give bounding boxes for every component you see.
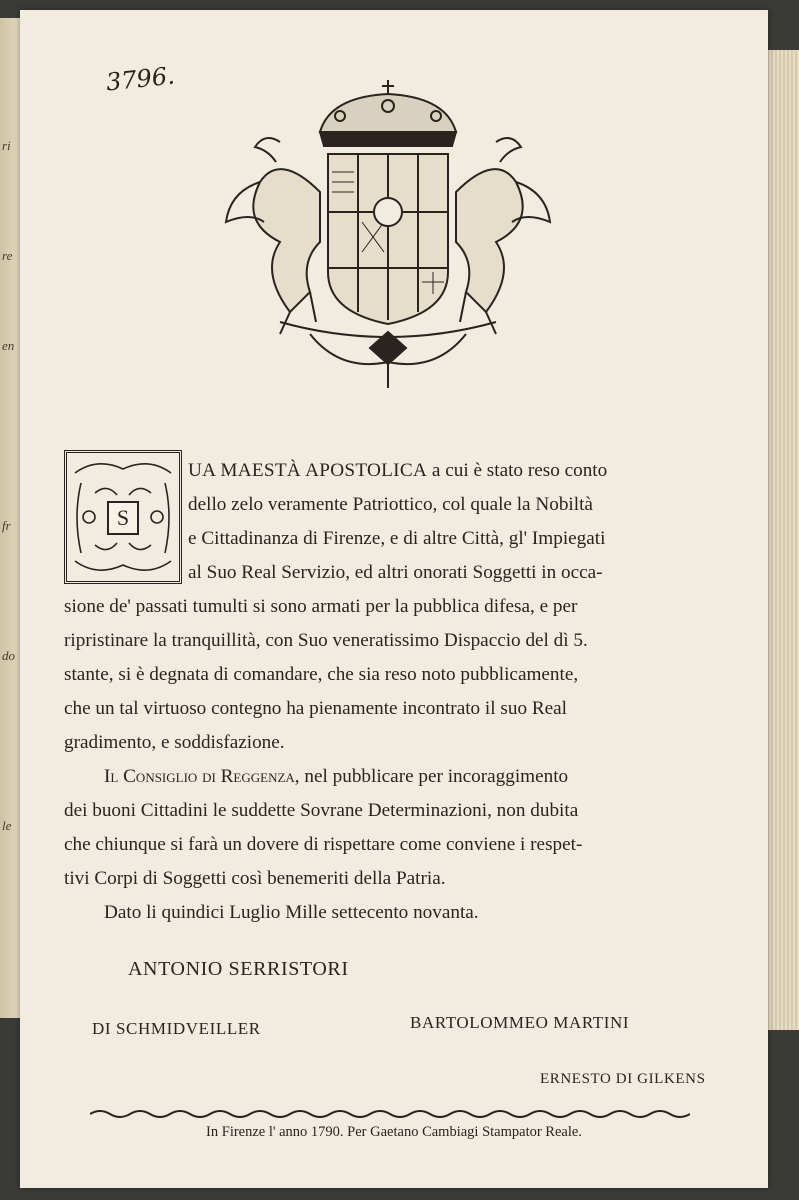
- ornamental-rule: [90, 1108, 690, 1120]
- paragraph1-line: stante, si è degnata di comandare, che sia reso noto pubblicamente,: [64, 664, 579, 685]
- paragraph1-lead: UA MAESTÀ APOSTOLICA: [188, 460, 428, 481]
- margin-scribble: fr: [2, 518, 11, 533]
- decorated-initial: [64, 450, 182, 584]
- initial-letter: S: [107, 501, 139, 535]
- coat-of-arms-icon: [220, 72, 556, 392]
- margin-scribble: le: [2, 818, 12, 833]
- paragraph1-line: ripristinare la tranquillità, con Suo veneratissimo Dispaccio del dì 5.: [64, 630, 588, 651]
- signature-gilkens: ERNESTO DI GILKENS: [540, 1071, 706, 1087]
- date-line: Dato li quindici Luglio Mille settecento novanta.: [104, 902, 479, 923]
- paragraph2-line1: [104, 760, 568, 794]
- signature-schmidveiller: DI SCHMIDVEILLER: [92, 1019, 261, 1038]
- decree-sheet: [20, 10, 768, 1188]
- paragraph2-line: tivi Corpi di Soggetti così benemeriti della Patria.: [64, 868, 446, 889]
- paragraph2-line: dei buoni Cittadini le suddette Sovrane Determinazioni, non dubita: [64, 800, 579, 821]
- margin-scribble: re: [2, 248, 13, 263]
- catalog-number: 3796.: [104, 61, 176, 97]
- paragraph1-line: sione de' passati tumulti si sono armati per la pubblica difesa, e per: [64, 596, 578, 617]
- paragraph1-line: che un tal virtuoso contegno ha pienamente incontrato il suo Real: [64, 698, 567, 719]
- signature-serristori: ANTONIO SERRISTORI: [128, 958, 349, 980]
- paragraph1-line: gradimento, e soddisfazione.: [64, 732, 285, 753]
- paragraph2-line: che chiunque si farà un dovere di rispettare come conviene i respet-: [64, 834, 583, 855]
- paragraph1-line: e Cittadinanza di Firenze, e di altre Città, gl' Impiegati: [188, 528, 606, 549]
- paragraph1-line: al Suo Real Servizio, ed altri onorati Soggetti in occa-: [188, 562, 603, 583]
- signature-martini: BARTOLOMMEO MARTINI: [410, 1013, 630, 1032]
- paragraph1-line: dello zelo veramente Patriottico, col quale la Nobiltà: [188, 494, 593, 515]
- paragraph1-line: a cui è stato reso conto: [427, 460, 608, 481]
- paragraph2-lead: Il Consiglio di Reggenza: [104, 766, 295, 787]
- margin-scribble: do: [2, 648, 15, 663]
- paragraph2-line: , nel pubblicare per incoraggimento: [294, 766, 569, 787]
- printer-footer: In Firenze l' anno 1790. Per Gaetano Cambiagi Stampator Reale.: [206, 1124, 582, 1140]
- margin-scribble: en: [2, 338, 15, 353]
- paragraph1-line1: [188, 454, 607, 488]
- margin-scribble: ri: [2, 138, 11, 153]
